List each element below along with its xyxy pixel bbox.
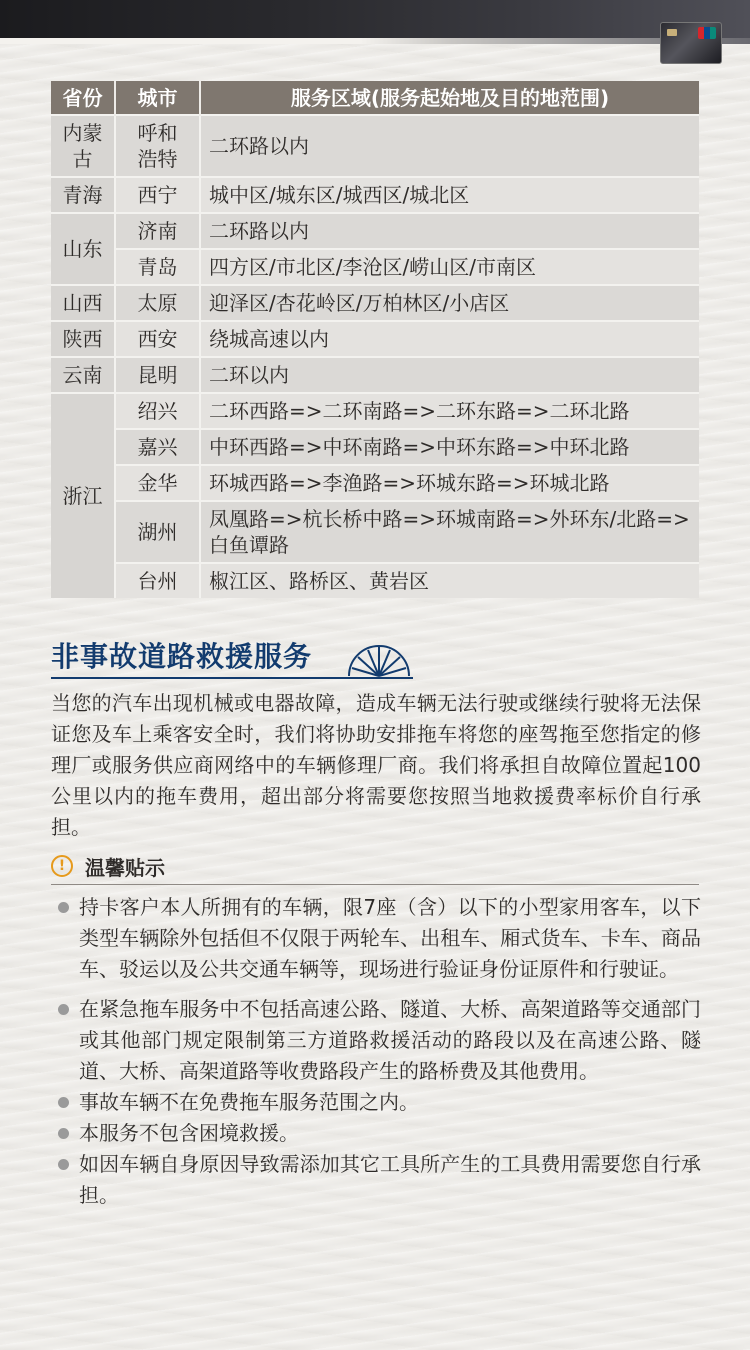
card-chip-icon (667, 29, 677, 36)
table-row (51, 563, 699, 598)
service-area-table (51, 81, 699, 598)
city-cell: 台州 (115, 563, 200, 598)
fan-ornament-icon (346, 644, 412, 678)
header-city: 城市 (115, 81, 200, 115)
intro-paragraph: 当您的汽车出现机械或电器故障，造成车辆无法行驶或继续行驶将无法保证您及车上乘客安全时，我们将协助安排拖车将您的座驾拖至您指定的修理厂或服务供应商网络中的车辆修理厂商。我们将承担自故障位置起100公里以内的拖车费用，超出部分将需要您按照当地救援费率标价自行承担。 (51, 691, 701, 839)
area-cell: 凤凰路=>杭长桥中路=>环城南路=>外环东/北路=>白鱼谭路 (200, 501, 699, 563)
tip-text: 在紧急拖车服务中不包括高速公路、隧道、大桥、高架道路等交通部门或其他部门规定限制第三方道路救援活动的路段以及在高速公路、隧道、大桥、高架道路等收费路段产生的路桥费及其他费用。 (79, 997, 701, 1083)
area-cell: 二环路以内 (200, 213, 699, 249)
province-cell: 山西 (51, 285, 115, 321)
province-cell: 山东 (51, 213, 115, 285)
area-cell: 二环以内 (200, 357, 699, 393)
province-cell: 青海 (51, 177, 115, 213)
tips-divider (51, 884, 699, 885)
list-item (51, 1087, 701, 1118)
area-cell: 城中区/城东区/城西区/城北区 (200, 177, 699, 213)
bullet-icon (58, 1097, 69, 1108)
unionpay-logo-icon (698, 27, 716, 39)
bullet-icon (58, 1128, 69, 1139)
table-row (51, 177, 699, 213)
table-row (51, 285, 699, 321)
area-cell: 四方区/市北区/李沧区/崂山区/市南区 (200, 249, 699, 285)
list-item (51, 892, 701, 985)
table-row (51, 115, 699, 177)
area-cell: 椒江区、路桥区、黄岩区 (200, 563, 699, 598)
table-row (51, 429, 699, 465)
list-item (51, 1149, 701, 1211)
area-cell: 二环西路=>二环南路=>二环东路=>二环北路 (200, 393, 699, 429)
tips-header (51, 850, 165, 882)
bullet-icon (58, 1159, 69, 1170)
table-row (51, 249, 699, 285)
section-title: 非事故道路救援服务 (51, 640, 313, 673)
province-cell: 陕西 (51, 321, 115, 357)
city-cell: 昆明 (115, 357, 200, 393)
tip-text: 事故车辆不在免费拖车服务范围之内。 (79, 1090, 419, 1114)
city-cell: 太原 (115, 285, 200, 321)
table-row (51, 213, 699, 249)
city-cell: 呼和浩特 (115, 115, 200, 177)
province-cell: 云南 (51, 357, 115, 393)
province-cell: 内蒙古 (51, 115, 115, 177)
tips-list (51, 892, 701, 1211)
city-cell: 绍兴 (115, 393, 200, 429)
table-row (51, 357, 699, 393)
city-cell: 湖州 (115, 501, 200, 563)
city-cell: 青岛 (115, 249, 200, 285)
tip-text: 本服务不包含困境救援。 (79, 1121, 299, 1145)
province-cell: 浙江 (51, 393, 115, 598)
area-cell: 二环路以内 (200, 115, 699, 177)
city-cell: 嘉兴 (115, 429, 200, 465)
table-row (51, 321, 699, 357)
table-header-row (51, 81, 699, 115)
top-banner (0, 0, 750, 40)
table-row (51, 393, 699, 429)
list-item (51, 1118, 701, 1149)
area-cell: 环城西路=>李渔路=>环城东路=>环城北路 (200, 465, 699, 501)
area-cell: 绕城高速以内 (200, 321, 699, 357)
warning-icon: ! (51, 855, 73, 877)
tip-text: 如因车辆自身原因导致需添加其它工具所产生的工具费用需要您自行承担。 (79, 1152, 701, 1207)
table-row (51, 501, 699, 563)
area-cell: 中环西路=>中环南路=>中环东路=>中环北路 (200, 429, 699, 465)
card-thumbnail (660, 22, 722, 64)
city-cell: 金华 (115, 465, 200, 501)
city-cell: 济南 (115, 213, 200, 249)
bullet-icon (58, 902, 69, 913)
table-row (51, 465, 699, 501)
city-cell: 西安 (115, 321, 200, 357)
header-service-area: 服务区域(服务起始地及目的地范围) (200, 81, 699, 115)
tips-title: 温馨贴示 (85, 855, 165, 880)
title-underline (51, 677, 413, 679)
tip-text: 持卡客户本人所拥有的车辆，限7座（含）以下的小型家用客车，以下类型车辆除外包括但不仅限于两轮车、出租车、厢式货车、卡车、商品车、驳运以及公共交通车辆等，现场进行验证身份证原件和行驶证。 (79, 895, 701, 981)
bullet-icon (58, 1004, 69, 1015)
city-cell: 西宁 (115, 177, 200, 213)
header-province: 省份 (51, 81, 115, 115)
list-item (51, 994, 701, 1087)
area-cell: 迎泽区/杏花岭区/万柏林区/小店区 (200, 285, 699, 321)
